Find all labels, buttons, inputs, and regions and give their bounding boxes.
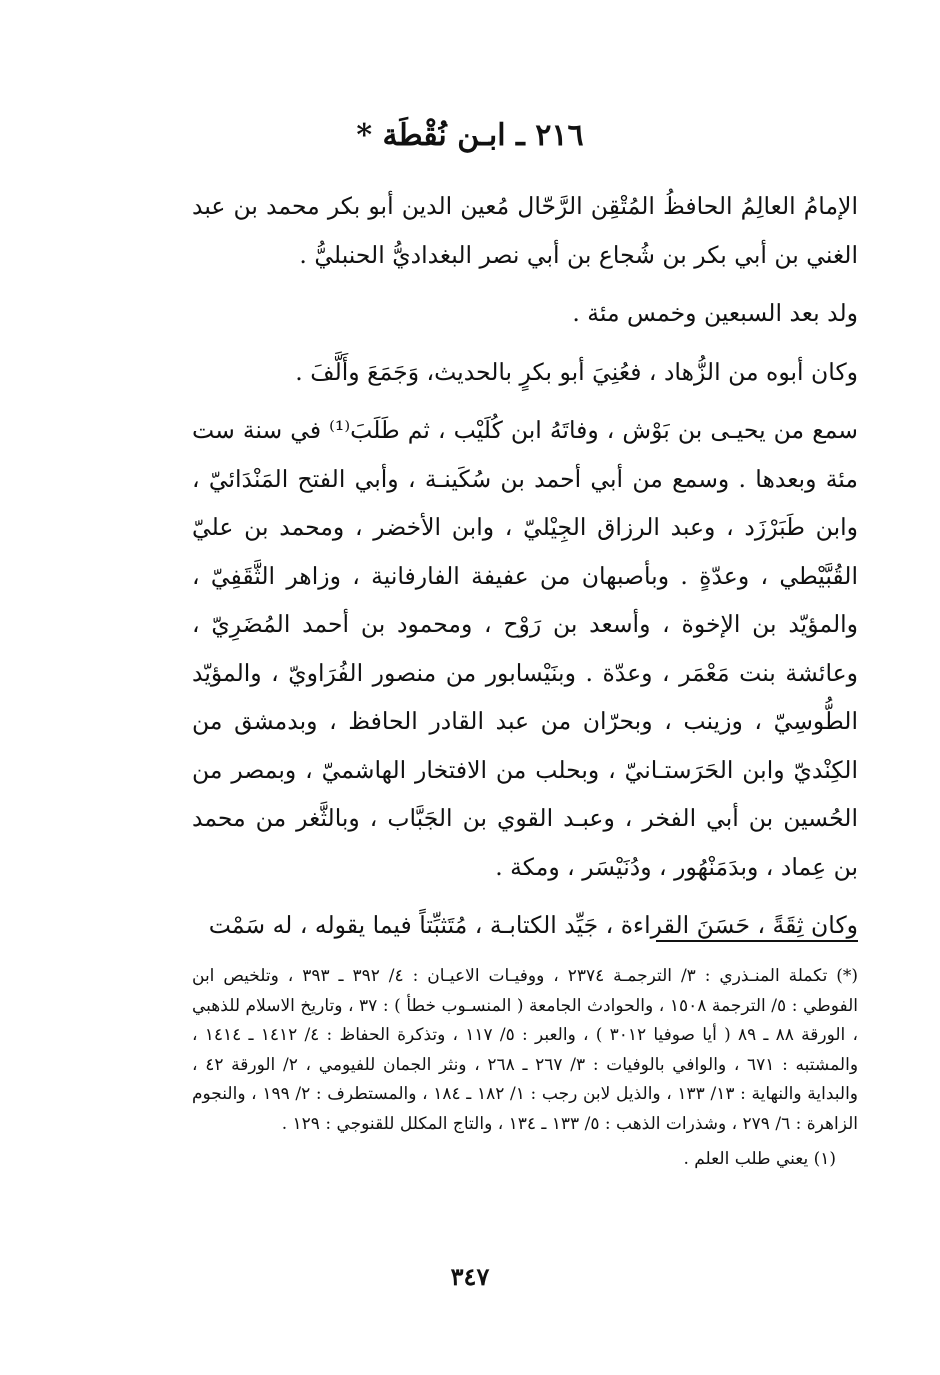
paragraph-name: الإمامُ العالِمُ الحافظُ المُتْقِن الرَّحّال مُعين الدين أبو بكر محمد بن عبد الغني بن أبي بكر بن شُجاع بن أبي نصر البغداديُّ الحنبليُّ . (192, 192, 858, 269)
entry-heading: ٢١٦ ـ ابـن نُقْطَة * (356, 118, 584, 153)
paragraph-teachers: سمع من يحيـى بن بَوْش ، وفاتَهُ ابن كُلَيْب ، ثم طَلَبَ⁽¹⁾ في سنة ست مئة وبعدها . وسمع من أبي أحمد بن سُكَينـة ، وأبي الفتح المَنْدَائيّ ، وابن طَبَرْزَد ، وعبد الرزاق الجِيْليّ ، وابن الأخضر ، ومحمد بن عليّ القُبَّيْطي ، وعدّةٍ . وبأصبهان من عفيفة الفارفانية ، وزاهر الثَّقَفِيّ ، والمؤيّد بن الإخوة ، وأسعد بن رَوْح ، ومحمود بن أحمد المُضَرِيّ ، وعائشة بنت مَعْمَر ، وعدّة . وبنَيْسابور من منصور الفُرَاويّ ، والمؤيّد الطُّوسِيّ ، وزينب ، وبحرّان من عبد القادر الحافظ ، وبدمشق من الكِنْديّ وابن الحَرَستـانيّ ، وبحلب من الافتخار الهاشميّ ، وبمصر من الحُسين بن أبي الفخر ، وعبـد القوي بن الجَبَّاب ، وبالثَّغر من محمد بن عِماد ، وبدَمَنْهُور ، ودُنَيْسَر ، ومكة . (192, 416, 858, 881)
footnotes (192, 962, 858, 1175)
paragraph-father: وكان أبوه من الزُّهاد ، فعُنِيَ أبو بكرٍ بالحديث، وَجَمَعَ وأَلَّفَ . (295, 357, 858, 386)
page-number: ٣٤٧ (450, 1262, 490, 1291)
footnote-1: (١) يعني طلب العلم . (683, 1149, 836, 1169)
main-text (192, 182, 858, 950)
paragraph-character: وكان ثِقَةً ، حَسَنَ القراءة ، جَيِّد الكتابـة ، مُتَثبِّتاً فيما يقوله ، له سَمْت (208, 911, 858, 939)
footnote-divider (656, 940, 858, 942)
footnote-sources: (*) تكملة المنـذري : ٣/ الترجمـة ٢٣٧٤ ، ووفيـات الاعيـان : ٤/ ٣٩٢ ـ ٣٩٣ ، وتلخيص ابن الفوطي : ٥/ الترجمة ١٥٠٨ ، والحوادث الجامعة ( المنسـوب خطأ ) : ٣٧ ، وتاريخ الاسلام للذهبي ، الورقة ٨٨ ـ ٨٩ ( أيا صوفيا ٣٠١٢ ) ، والعبر : ٥/ ١١٧ ، وتذكرة الحفاظ : ٤/ ١٤١٢ ـ ١٤١٤ ، والمشتبه : ٦٧١ ، والوافي بالوفيات : ٣/ ٢٦٧ ـ ٢٦٨ ، ونثر الجمان للفيومي ، ٢/ الورقة ٤٢ ، والبداية والنهاية : ١٣/ ١٣٣ ، والذيل لابن رجب : ١/ ١٨٢ ـ ١٨٤ ، والمستطرف : ٢/ ١٩٩ ، والنجوم الزاهرة : ٦/ ٢٧٩ ، وشذرات الذهب : ٥/ ١٣٣ ـ ١٣٤ ، والتاج المكلل للقنوجي : ١٢٩ . (192, 966, 859, 1134)
paragraph-birth: ولد بعد السبعين وخمس مئة . (572, 299, 858, 327)
